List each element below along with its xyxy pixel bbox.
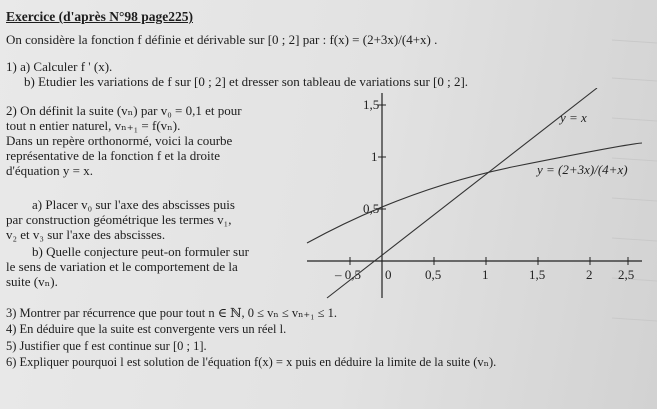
y-tick-label: 1,5: [363, 97, 380, 112]
question-2-line-2: tout n entier naturel, vₙ₊₁ = f(vₙ).: [6, 118, 181, 133]
question-4: 4) En déduire que la suite est convergente vers un réel l.: [6, 322, 287, 336]
question-2b-line-2: le sens de variation et le comportement de la: [6, 259, 238, 274]
question-2-line-1: 2) On définit la suite (vₙ) par v₀ = 0,1 et pour: [6, 103, 242, 118]
exercise-intro: On considère la fonction f définie et dérivable sur [0 ; 2] par : f(x) = (2+3x)/(4+x) .: [6, 32, 438, 47]
exercise-title: Exercice (d'après N°98 page225): [6, 9, 193, 24]
y-tick-label: 1: [371, 149, 378, 164]
question-2a-line-3: v₂ et v₃ sur l'axe des abscisses.: [6, 227, 166, 242]
question-2-line-4: représentative de la fonction f et la droite: [6, 148, 221, 163]
x-tick-label: 1,5: [529, 267, 546, 282]
question-1a: 1) a) Calculer f ' (x).: [6, 59, 113, 74]
x-tick-label: 0,5: [425, 267, 442, 282]
question-3: 3) Montrer par récurrence que pour tout n ∈ ℕ, 0 ≤ vₙ ≤ vₙ₊₁ ≤ 1.: [6, 306, 337, 320]
x-tick-label: 2,5: [618, 267, 635, 282]
y-tick-label: 0,5: [363, 201, 380, 216]
line-y-equals-x: [327, 88, 597, 298]
question-2b-line-3: suite (vₙ).: [6, 274, 58, 289]
question-2-line-5: d'équation y = x.: [6, 163, 93, 178]
question-2-line-3: Dans un repère orthonormé, voici la courbe: [6, 133, 233, 148]
question-2b-line-1: b) Quelle conjecture peut-on formuler sur: [32, 244, 249, 259]
question-1b: b) Etudier les variations de f sur [0 ; 2] et dresser son tableau de variations sur [0 ; 2].: [24, 74, 469, 89]
question-2a-line-2: par construction géométrique les termes v₁,: [6, 212, 232, 227]
curve-label: y = (2+3x)/(4+x): [537, 162, 628, 177]
x-tick-label: – 0,5: [335, 267, 361, 282]
x-tick-label: 1: [482, 267, 489, 282]
question-6: 6) Expliquer pourquoi l est solution de l'équation f(x) = x puis en déduire la limite de la suite (vₙ).: [6, 355, 497, 369]
x-tick-label: 2: [586, 267, 593, 282]
question-5: 5) Justifier que f est continue sur [0 ; 1].: [6, 339, 207, 353]
x-tick-label: 0: [385, 267, 392, 282]
function-graph: [297, 88, 657, 303]
question-2a-line-1: a) Placer v₀ sur l'axe des abscisses puis: [32, 197, 235, 212]
line-label: y = x: [560, 110, 587, 125]
curve-f: [307, 143, 642, 243]
